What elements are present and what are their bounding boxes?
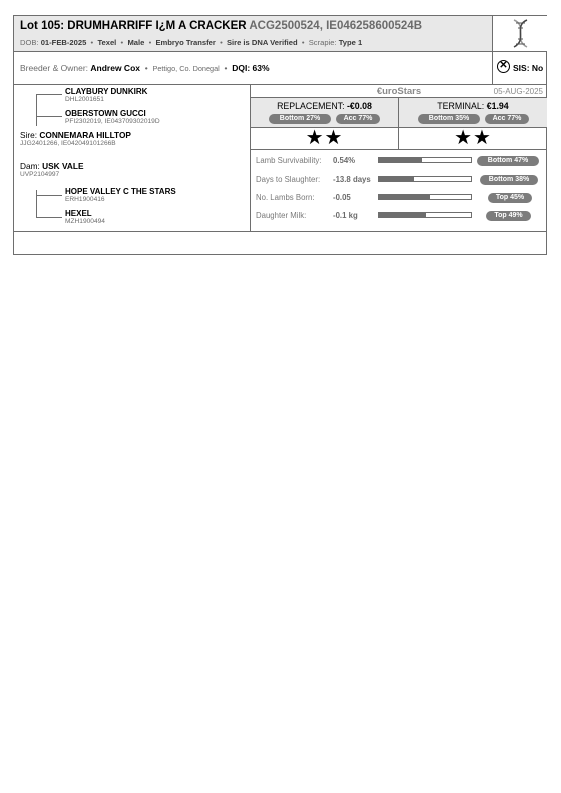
trait-bar-fill — [379, 177, 414, 181]
separator: • — [90, 38, 94, 47]
trait-value: 0.54% — [333, 156, 356, 165]
lot-details — [20, 38, 362, 47]
sis-box — [492, 52, 547, 84]
eurostars-date: 05-AUG-2025 — [493, 87, 543, 96]
sire-name: CONNEMARA HILLTOP — [39, 130, 131, 140]
trait-name: No. Lambs Born: — [256, 193, 315, 202]
sire-dam-name: OBERSTOWN GUCCI — [65, 109, 146, 118]
trait-row — [251, 172, 547, 188]
scrapie-label: Scrapie: — [308, 38, 337, 47]
sire-sire-reg: DHL2001651 — [65, 96, 104, 103]
sire-reg: JJG2401266, IE042049101266B — [20, 140, 116, 147]
terminal-label-row — [399, 101, 547, 111]
trait-bar — [378, 176, 472, 182]
trait-row — [251, 208, 547, 224]
separator: • — [120, 38, 124, 47]
lot-ids: ACG2500524, IE046258600524B — [249, 20, 423, 32]
sire-entry — [20, 130, 131, 140]
trait-value: -0.1 kg — [333, 211, 358, 220]
replacement-value: -€0.08 — [346, 101, 372, 111]
trait-bar — [378, 157, 472, 163]
breeder-row — [14, 52, 547, 85]
breed: Texel — [97, 38, 117, 47]
replacement-index — [251, 98, 399, 128]
breeder-label: Breeder & Owner: — [20, 63, 89, 73]
trait-bar-fill — [379, 195, 430, 199]
sire-sire-name: CLAYBURY DUNKIRK — [65, 87, 148, 96]
trait-value: -0.05 — [333, 193, 351, 202]
terminal-label: TERMINAL: — [437, 101, 485, 111]
trait-rank-badge: Bottom 47% — [477, 156, 539, 166]
card-divider — [14, 231, 547, 232]
dob-value: 01-FEB-2025 — [40, 38, 87, 47]
separator: • — [301, 38, 305, 47]
replacement-label-row — [251, 101, 398, 111]
pedigree-line — [36, 94, 62, 95]
dam-sire-reg: ERH1900416 — [65, 196, 105, 203]
lot-title — [20, 20, 422, 32]
breeding-method: Embryo Transfer — [155, 38, 216, 47]
x-circle-icon: ✕ — [497, 60, 510, 73]
trait-name: Daughter Milk: — [256, 211, 307, 220]
lot-name: Lot 105: DRUMHARRIFF I¿M A CRACKER — [20, 20, 247, 32]
replacement-stars: ★★ — [251, 128, 399, 150]
dam-name: USK VALE — [42, 161, 84, 171]
dam-reg: UVP2104997 — [20, 171, 60, 178]
trait-rank-badge: Top 49% — [486, 211, 531, 221]
eurostars-title: €uroStars — [376, 86, 422, 97]
trait-bar — [378, 194, 472, 200]
dob-label: DOB: — [20, 38, 39, 47]
separator: • — [148, 38, 152, 47]
separator: • — [144, 63, 148, 73]
trait-rank-badge: Top 45% — [488, 193, 532, 203]
dam-entry — [20, 161, 83, 171]
sis-status: SIS: No — [513, 63, 544, 73]
pedigree-line — [36, 217, 62, 218]
terminal-rank-badge: Bottom 35% — [418, 114, 480, 124]
replacement-rank-badge: Bottom 27% — [269, 114, 331, 124]
trait-row — [251, 190, 547, 206]
lot-header — [14, 16, 492, 52]
sex: Male — [127, 38, 145, 47]
pedigree — [14, 85, 250, 231]
trait-name: Days to Slaughter: — [256, 175, 321, 184]
trait-row — [251, 153, 547, 169]
pedigree-line — [36, 116, 62, 117]
eurostars-panel — [250, 85, 547, 231]
trait-bar-fill — [379, 213, 426, 217]
replacement-label: REPLACEMENT: — [277, 101, 345, 111]
eurostars-header — [251, 85, 547, 98]
trait-bar-fill — [379, 158, 422, 162]
lot-card — [13, 15, 547, 255]
sire-dam-reg: PFI2302019, IE043709302019D — [65, 118, 160, 125]
dam-label: Dam: — [20, 161, 40, 171]
trait-rank-badge: Bottom 38% — [480, 175, 538, 185]
trait-bar — [378, 212, 472, 218]
trait-name: Lamb Survivability: — [256, 156, 322, 165]
dna-helix-icon — [493, 16, 548, 51]
dam-sire-name: HOPE VALLEY C THE STARS — [65, 187, 176, 196]
dam-dam-reg: MZH1900494 — [65, 218, 105, 225]
pedigree-line — [36, 94, 37, 126]
separator: • — [220, 38, 223, 47]
dna-status: Sire is DNA Verified — [226, 38, 298, 47]
breeder-location: Pettigo, Co. Donegal — [152, 64, 220, 73]
logo-box — [492, 16, 547, 52]
replacement-acc-badge: Acc 77% — [336, 114, 380, 124]
terminal-value: €1.94 — [486, 101, 509, 111]
breeder-info — [20, 63, 270, 73]
trait-value: -13.8 days — [333, 175, 371, 184]
terminal-stars: ★★ — [399, 128, 547, 150]
pedigree-line — [36, 195, 62, 196]
separator: • — [224, 63, 228, 73]
dam-dam-name: HEXEL — [65, 209, 92, 218]
terminal-acc-badge: Acc 77% — [485, 114, 529, 124]
breeder-name: Andrew Cox — [90, 63, 140, 73]
scrapie-value: Type 1 — [338, 38, 363, 47]
terminal-index — [399, 98, 547, 128]
sire-label: Sire: — [20, 130, 38, 140]
dqi-value: DQI: 63% — [232, 63, 270, 73]
